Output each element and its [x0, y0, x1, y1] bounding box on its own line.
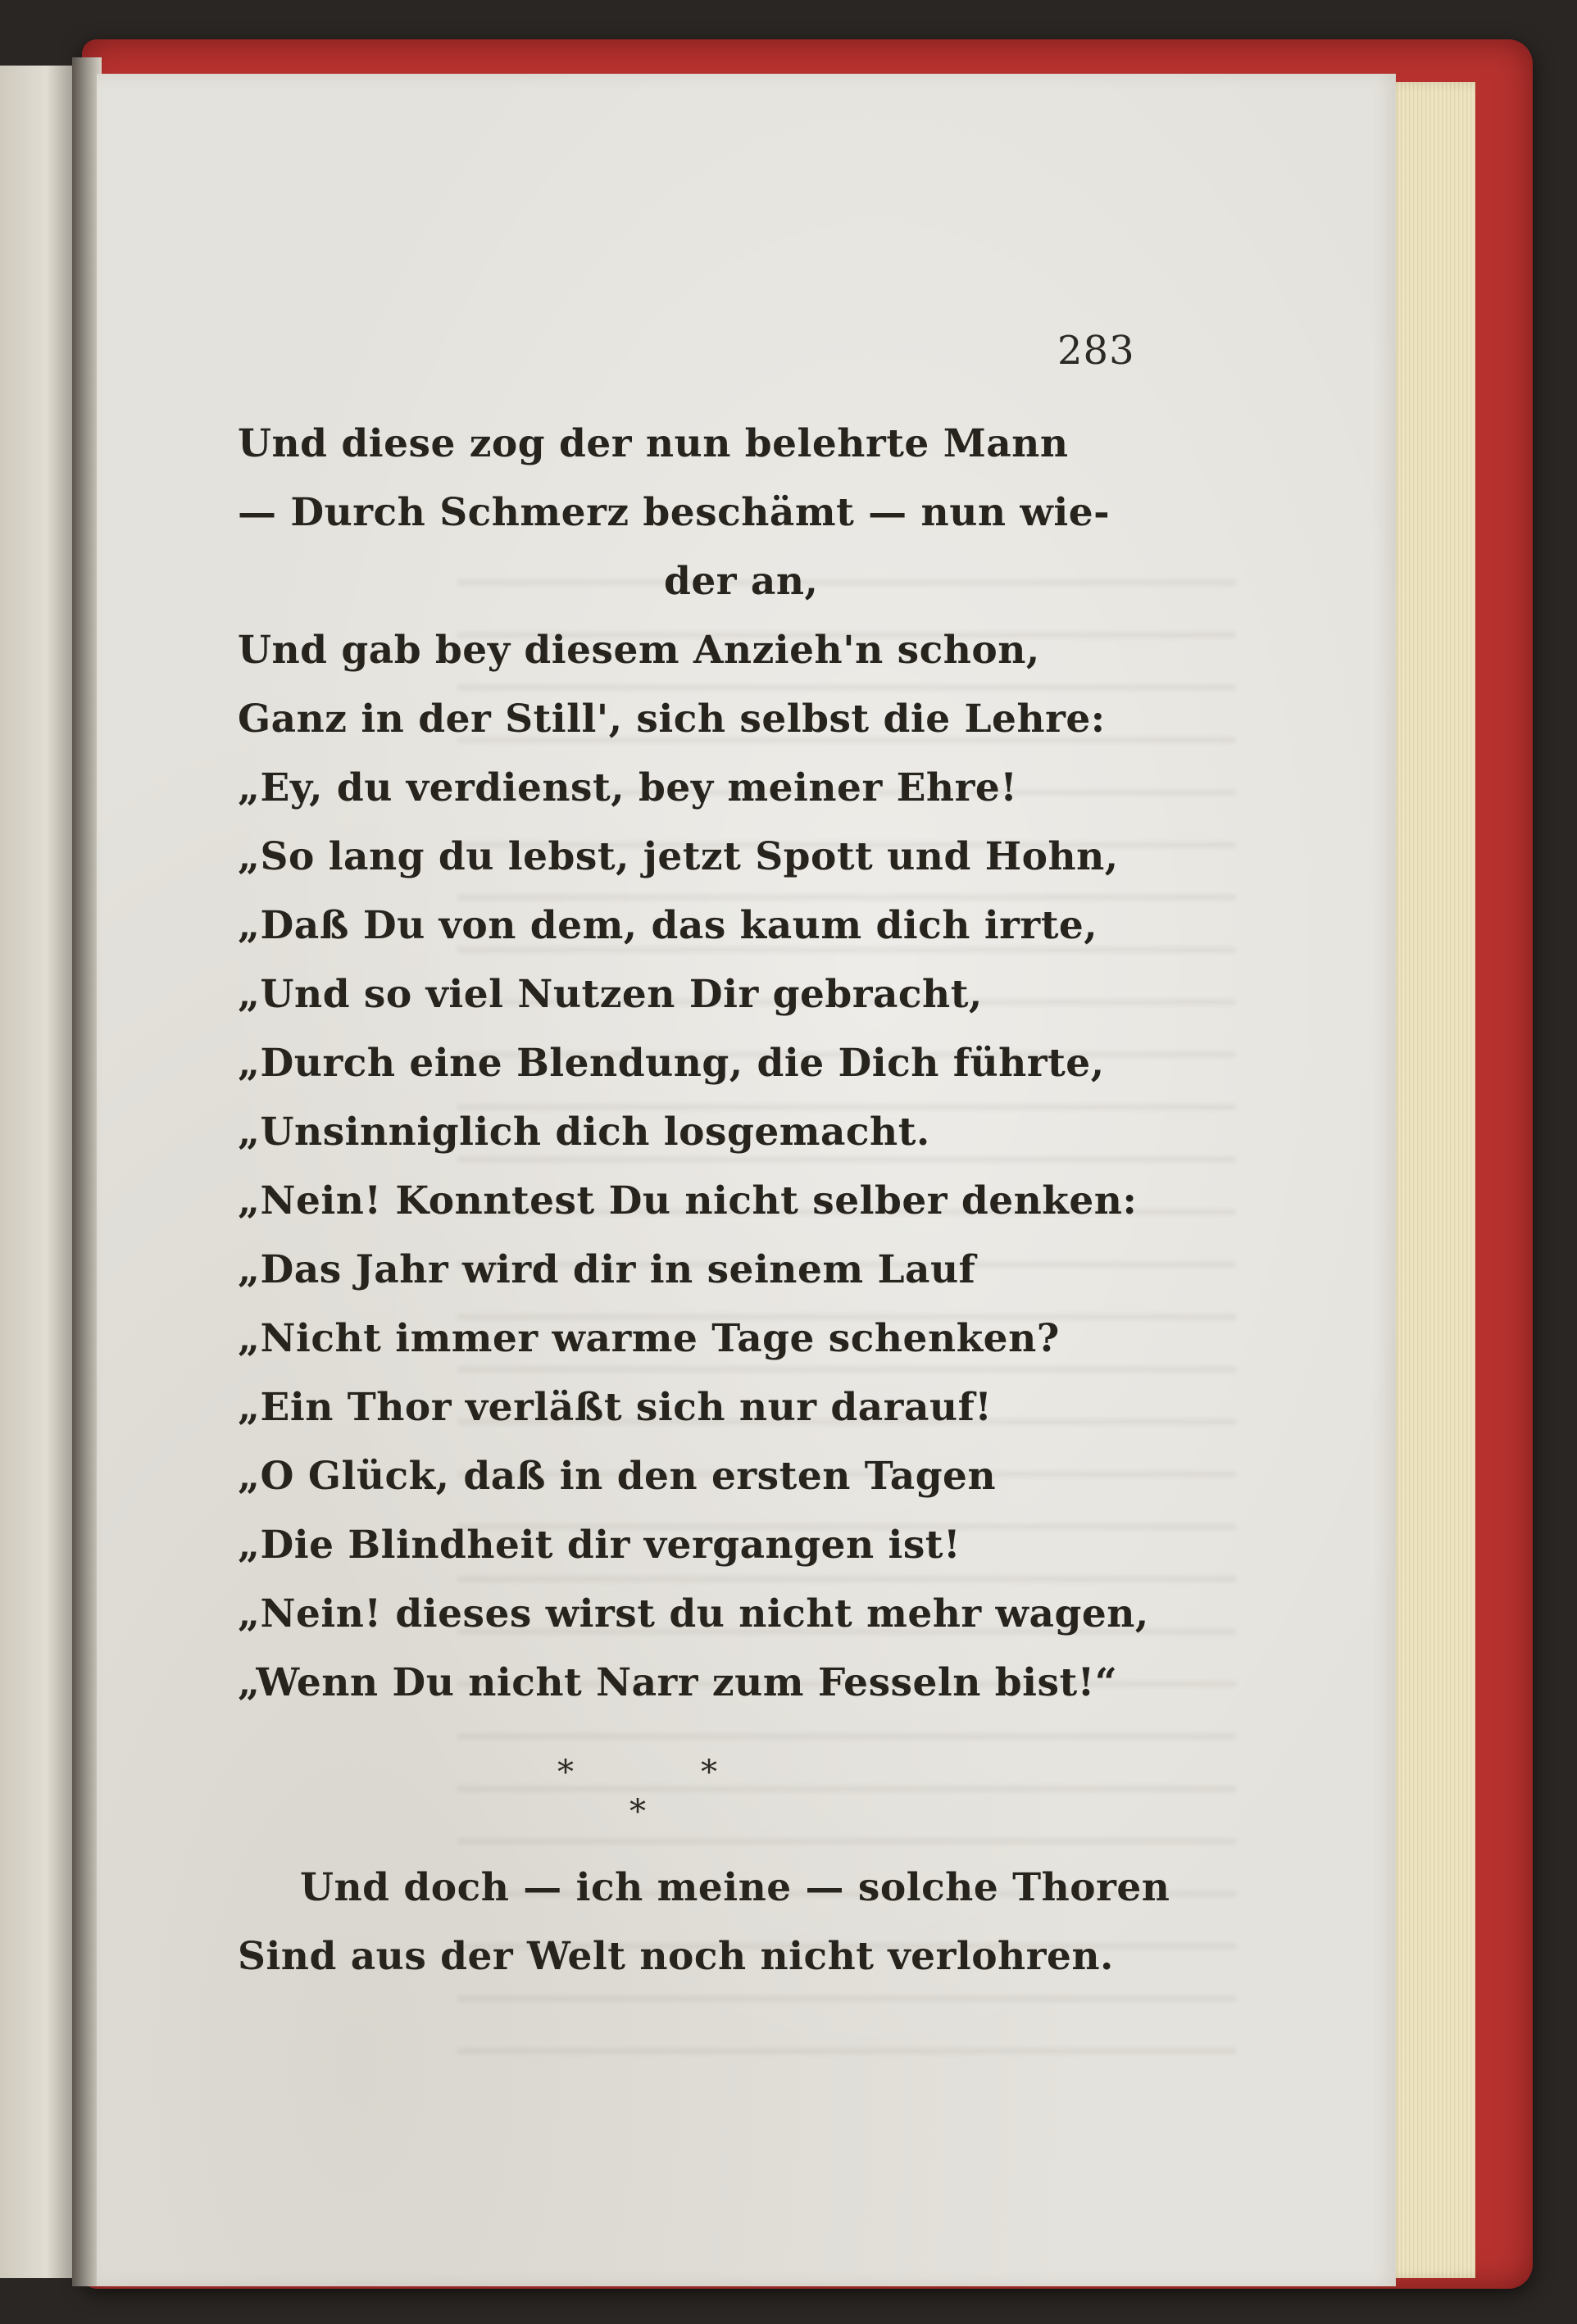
- section-separator: [549, 1754, 762, 1844]
- left-page-edge: [0, 66, 78, 2278]
- separator-star: *: [557, 1754, 574, 1791]
- poem-line: Und gab bey diesem Anzieh'n schon,: [238, 628, 1040, 673]
- closing-text: [238, 1854, 1170, 1991]
- separator-star: *: [629, 1793, 646, 1831]
- page-number: 283: [1057, 328, 1135, 374]
- poem-line: „Wenn Du nicht Narr zum Fesseln bist!“: [238, 1660, 1118, 1705]
- separator-star: *: [701, 1754, 717, 1791]
- page-edges: [1385, 82, 1475, 2278]
- poem-line: „Unsinniglich dich losgemacht.: [238, 1110, 930, 1155]
- poem-line: „Die Blindheit dir vergangen ist!: [238, 1523, 961, 1568]
- poem-line: „Und so viel Nutzen Dir gebracht,: [238, 972, 983, 1017]
- poem-line: „Nein! dieses wirst du nicht mehr wagen,: [238, 1591, 1149, 1636]
- poem-line: „Nicht immer warme Tage schenken?: [238, 1316, 1060, 1361]
- poem-line: „Das Jahr wird dir in seinem Lauf: [238, 1247, 976, 1292]
- poem-line: „So lang du lebst, jetzt Spott und Hohn,: [238, 834, 1119, 879]
- poem-line: „Ein Thor verläßt sich nur darauf!: [238, 1385, 993, 1430]
- closing-line: Und doch — ich meine — solche Thoren: [300, 1865, 1170, 1910]
- poem-line: — Durch Schmerz beschämt — nun wie-: [238, 490, 1111, 535]
- poem-line: „Durch eine Blendung, die Dich führte,: [238, 1041, 1105, 1086]
- poem-line: der an,: [664, 559, 819, 604]
- poem-line: Ganz in der Still', sich selbst die Lehre:: [238, 697, 1106, 742]
- poem-line: Und diese zog der nun belehrte Mann: [238, 421, 1069, 466]
- poem-line: „Ey, du verdienst, bey meiner Ehre!: [238, 765, 1018, 810]
- poem-text: [238, 410, 1149, 1718]
- poem-line: „Daß Du von dem, das kaum dich irrte,: [238, 903, 1098, 948]
- poem-line: „Nein! Konntest Du nicht selber denken:: [238, 1178, 1138, 1223]
- closing-line: Sind aus der Welt noch nicht verlohren.: [238, 1934, 1114, 1979]
- poem-line: „O Glück, daß in den ersten Tagen: [238, 1454, 997, 1499]
